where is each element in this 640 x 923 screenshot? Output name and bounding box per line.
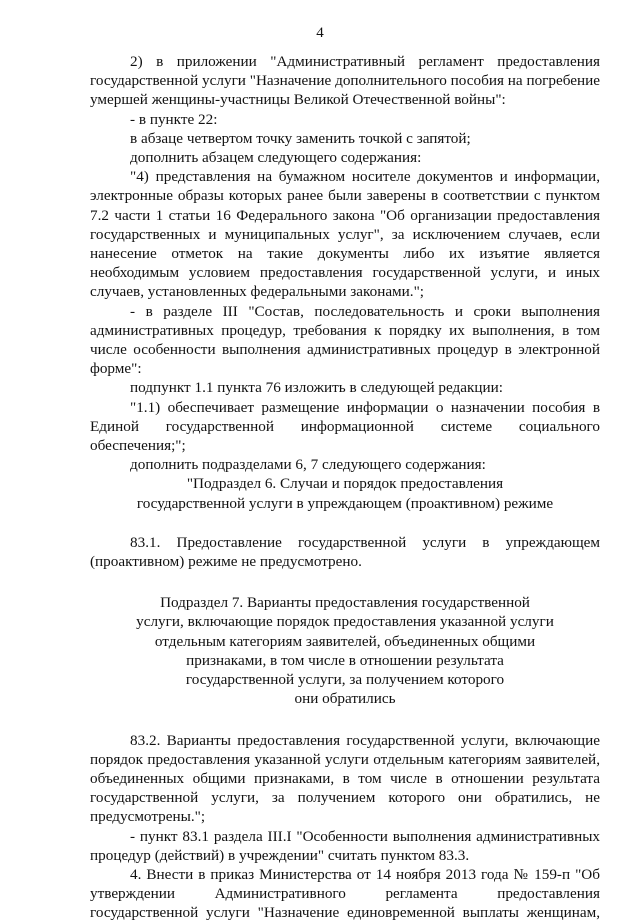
section-heading-line: Подраздел 7. Варианты предоставления государственной	[160, 594, 530, 612]
paragraph: 4. Внести в приказ Министерства от 14 ноября 2013 года № 159-п "Об утверждении Административного регламента предоставления государственной услуги "Назначение единовременной выплаты женщинам,	[90, 865, 600, 922]
section-heading-line: государственной услуги в упреждающем (проактивном) режиме	[136, 494, 554, 512]
paragraph: дополнить абзацем следующего содержания:	[130, 149, 422, 167]
paragraph: подпункт 1.1 пункта 76 изложить в следующей редакции:	[130, 379, 503, 397]
paragraph: 83.2. Варианты предоставления государственной услуги, включающие порядок предоставления указанной услуги отдельным категориям заявителей, объединенных общими признаками, в том числе в отношении результата государственной услуги, за получением которого они обратились, не предусмотрены.";	[90, 731, 600, 826]
section-heading-line: отдельным категориям заявителей, объединенных общими	[154, 632, 536, 650]
paragraph: дополнить подразделами 6, 7 следующего содержания:	[130, 456, 486, 474]
paragraph: 83.1. Предоставление государственной услуги в упреждающем (проактивном) режиме не предусмотрено.	[90, 533, 600, 571]
paragraph: "1.1) обеспечивает размещение информации о назначении пособия в Единой государственной информационной системе социального обеспечения;";	[90, 398, 600, 455]
spacer	[90, 513, 600, 533]
spacer	[90, 709, 600, 731]
section-heading-line: услуги, включающие порядок предоставления указанной услуги	[136, 613, 554, 631]
section-heading-line: они обратились	[294, 690, 396, 708]
paragraph: 2) в приложении "Административный регламент предоставления государственной услуги "Назначение дополнительного пособия на погребение умершей женщины-участницы Великой Отечественной войны":	[90, 53, 600, 109]
section-heading-line: признаками, в том числе в отношении результата	[186, 651, 504, 669]
page-number: 4	[316, 25, 324, 41]
document-body	[90, 52, 600, 923]
spacer	[90, 571, 600, 593]
section-heading-line: государственной услуги, за получением которого	[185, 671, 505, 689]
paragraph: - в пункте 22:	[130, 110, 218, 128]
section-heading-line: "Подраздел 6. Случаи и порядок предоставления	[186, 475, 504, 493]
paragraph: в абзаце четвертом точку заменить точкой с запятой;	[130, 129, 471, 147]
paragraph: "4) представления на бумажном носителе документов и информации, электронные образы которых ранее были заверены в соответствии с пунктом 7.2 части 1 статьи 16 Федерального закона "Об организации предоставления государственных и муниципальных услуг", за исключением случаев, если нанесение отметок на такие документы либо их изъятие является необходимым условием предоставления государственной услуги, и иных случаев, установленных федеральными законами.";	[90, 168, 600, 301]
paragraph: - пункт 83.1 раздела III.I "Особенности выполнения административных процедур (действий) в учреждении" считать пунктом 83.3.	[90, 827, 600, 864]
paragraph: - в разделе III "Состав, последовательность и сроки выполнения административных процедур, требования к порядку их выполнения, в том числе особенности выполнения административных процедур в электронной форме":	[90, 302, 600, 378]
